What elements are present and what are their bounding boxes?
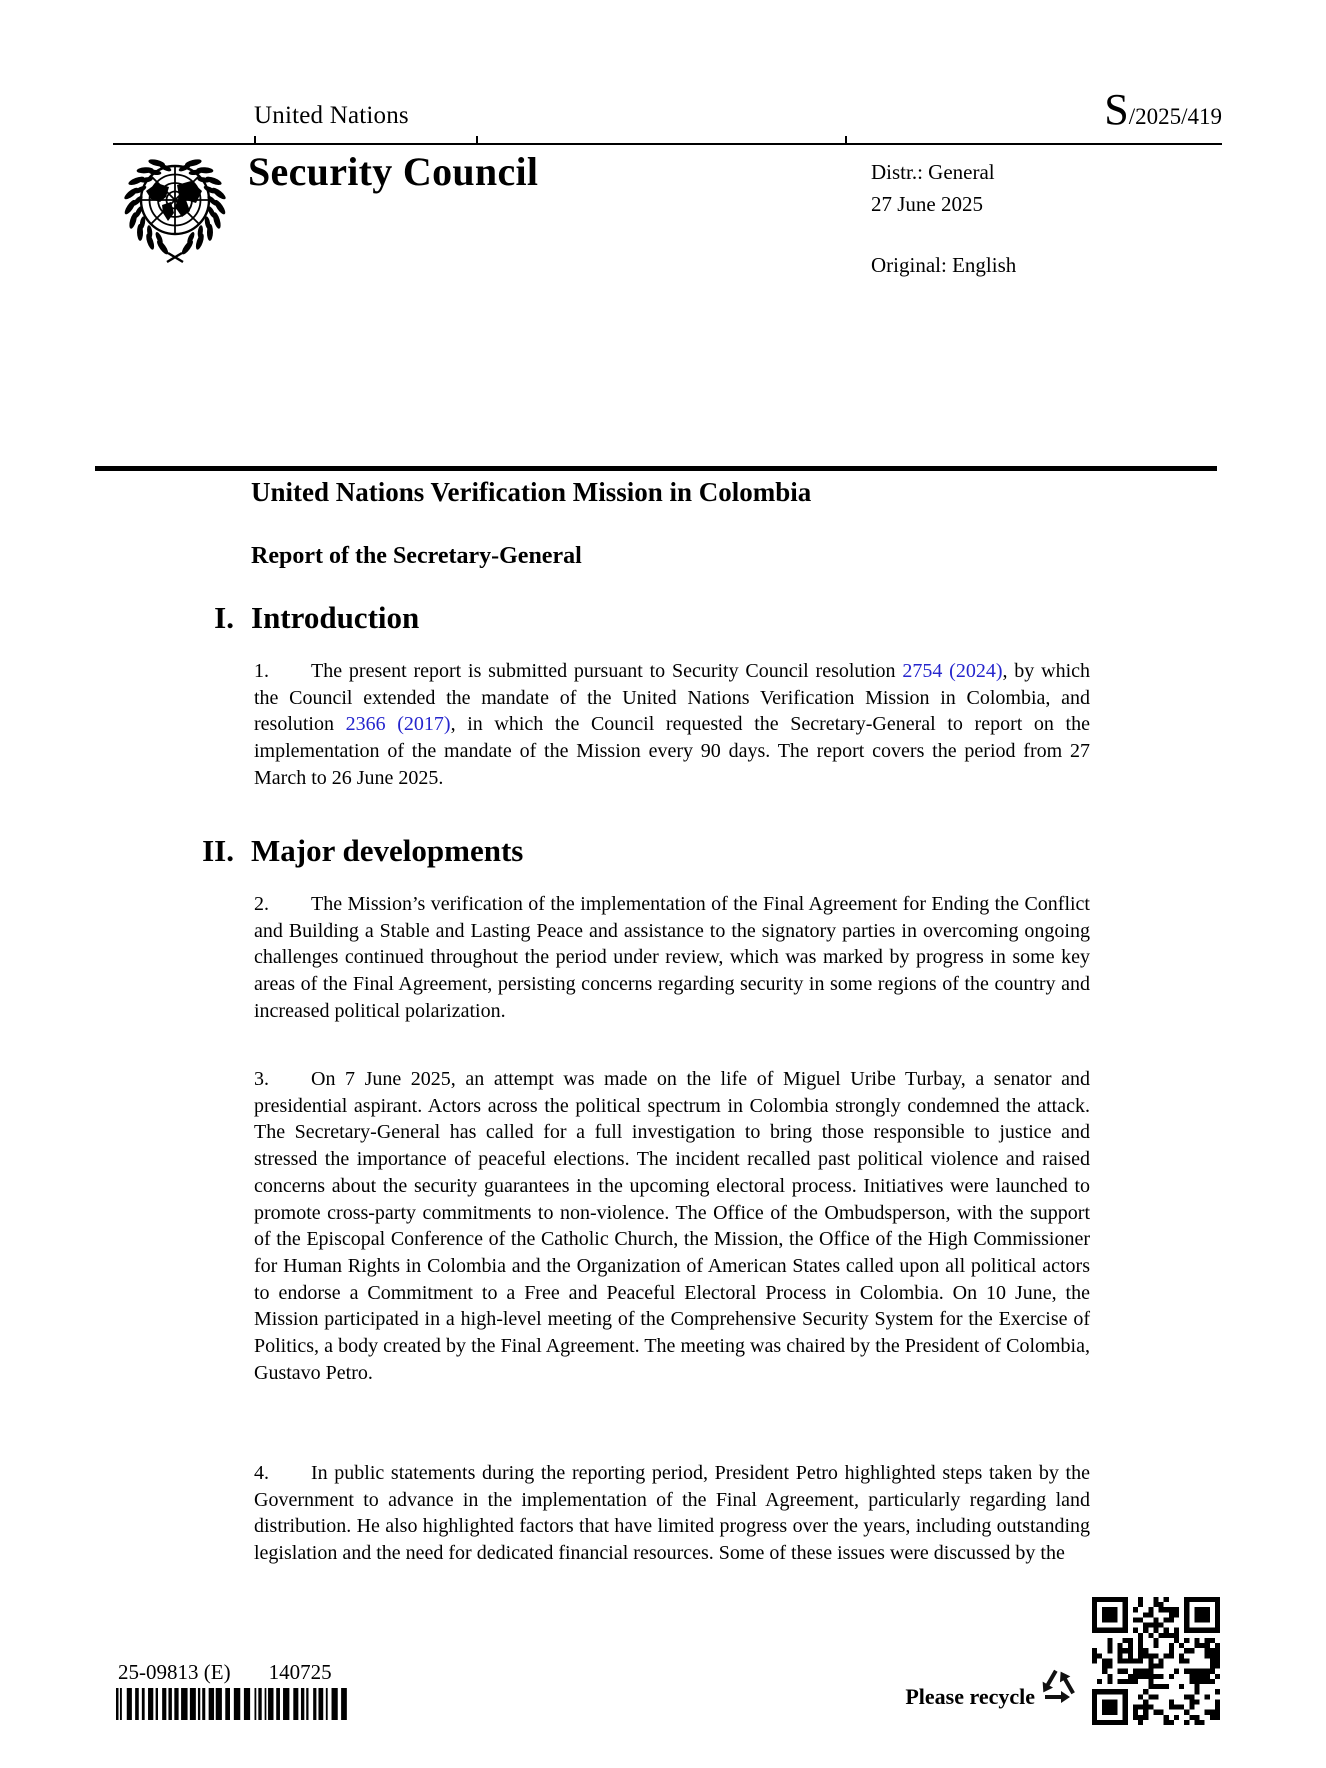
header-rule xyxy=(113,143,1222,145)
section-heading-introduction: Introduction xyxy=(251,600,420,635)
un-emblem-icon xyxy=(108,150,242,272)
paragraph-2 xyxy=(254,891,1090,1025)
mission-title: United Nations Verification Mission in Colombia xyxy=(251,477,812,507)
registration-tick xyxy=(845,136,847,144)
recycle-icon xyxy=(1034,1660,1082,1710)
organ-name: Security Council xyxy=(248,149,539,194)
paragraph-text: The present report is submitted pursuant to Security Council resolution xyxy=(311,660,903,682)
section-numeral-2: II. xyxy=(202,833,234,868)
doc-symbol-organ-letter: S xyxy=(1104,85,1129,134)
footer-job-number xyxy=(118,1660,332,1685)
paragraph-number: 1. xyxy=(254,660,269,682)
registration-tick xyxy=(254,136,256,144)
paragraph-text: On 7 June 2025, an attempt was made on the life of Miguel Uribe Turbay, a senator and presidential aspirant. Actors across the political spectrum in Colombia strongly condemned the attack. The Secretary-General has called for a full investigation to bring those responsible to justice and stressed the importance of peaceful elections. The incident recalled past political violence and raised concerns about the security guarantees in the upcoming electoral process. Initiatives were launched to promote cross-party commitments to non-violence. The Office of the Ombudsperson, with the support of the Episcopal Conference of the Catholic Church, the Mission, the Office of the High Commissioner for Human Rights in Colombia and the Organization of American States called upon all political actors to endorse a Commitment to a Free and Peaceful Electoral Process in Colombia. On 10 June, the Mission participated in a high-level meeting of the Comprehensive Security System for the Exercise of Politics, a body created by the Final Agreement. The meeting was chaired by the President of Colombia, Gustavo Petro. xyxy=(254,1068,1090,1384)
section-numeral-1: I. xyxy=(214,600,234,635)
qr-code-icon xyxy=(1092,1597,1220,1725)
registration-tick xyxy=(476,136,478,144)
paragraph-number: 2. xyxy=(254,893,269,915)
paragraph-4 xyxy=(254,1460,1090,1567)
section-heading-major-developments: Major developments xyxy=(251,833,524,868)
barcode-icon xyxy=(116,1688,347,1720)
report-subtitle: Report of the Secretary-General xyxy=(251,543,582,569)
doc-symbol-number: /2025/419 xyxy=(1128,104,1222,129)
job-number-text: 25-09813 (E) xyxy=(118,1660,231,1684)
paragraph-number: 4. xyxy=(254,1462,269,1484)
original-language-line: Original: English xyxy=(871,253,1017,277)
distribution-line: Distr.: General xyxy=(871,160,995,184)
paragraph-3 xyxy=(254,1066,1090,1386)
paragraph-number: 3. xyxy=(254,1068,269,1090)
title-rule xyxy=(95,466,1217,471)
doc-symbol xyxy=(1104,84,1222,135)
paragraph-text: , by which the Council extended the mandate of the United Nations Verification Mission in Colombia, and resolution xyxy=(254,660,1090,736)
job-date-code: 140725 xyxy=(268,1660,332,1684)
paragraph-text: In public statements during the reporting period, President Petro highlighted steps taken by the Government to advance in the implementation of the Final Agreement, particularly regarding land distribution. He also highlighted factors that have limited progress over the years, including outstanding legislation and the need for dedicated financial resources. Some of these issues were discussed by the xyxy=(254,1462,1090,1565)
resolution-link-2754-2024[interactable]: 2754 (2024) xyxy=(902,660,1003,682)
paragraph-text: The Mission’s verification of the implementation of the Final Agreement for Ending the Conflict and Building a Stable and Lasting Peace and assistance to the signatory parties in overcoming ongoing challenges continued throughout the period under review, which was marked by progress in some key areas of the Final Agreement, persisting concerns regarding security in some regions of the country and increased political polarization. xyxy=(254,893,1090,1022)
paragraph-1 xyxy=(254,658,1090,792)
resolution-link-2366-2017[interactable]: 2366 (2017) xyxy=(345,713,451,736)
please-recycle-label: Please recycle xyxy=(905,1684,1035,1709)
masthead-org-name: United Nations xyxy=(254,102,409,129)
paragraph-text: , in which the Council requested the Secretary-General to report on the implementation of the mandate of the Mission every 90 days. The report covers the period from 27 March to 26 June 2025. xyxy=(254,713,1090,789)
date-line: 27 June 2025 xyxy=(871,192,983,216)
